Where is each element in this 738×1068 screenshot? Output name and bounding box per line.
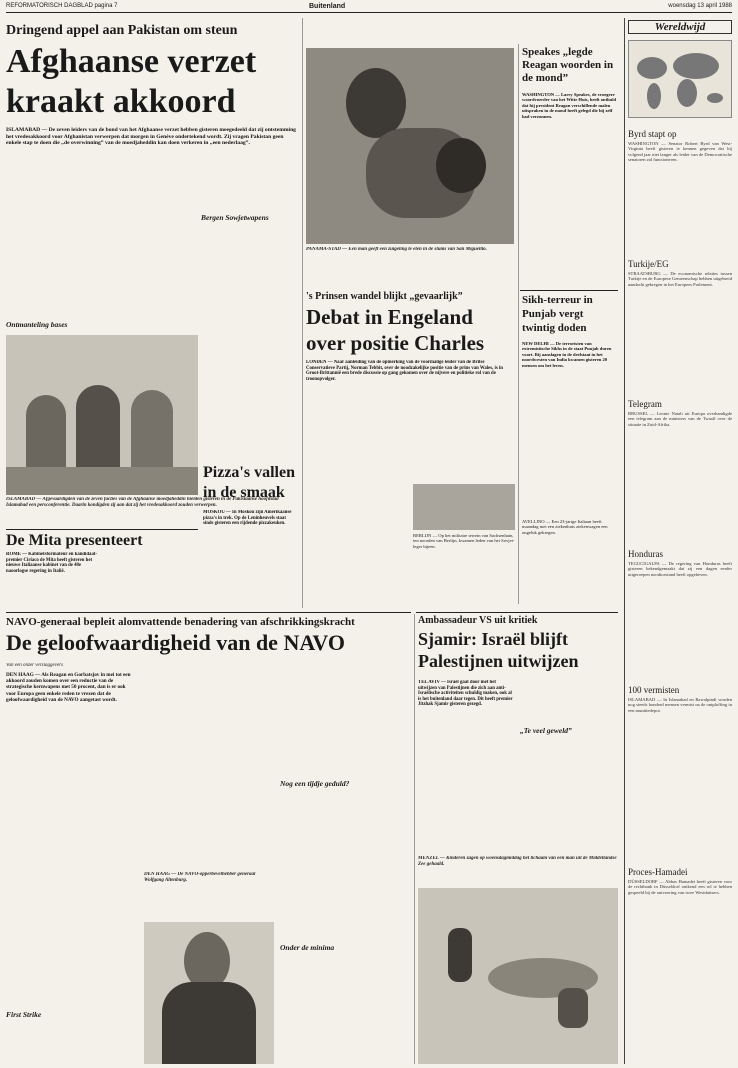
speakes-lead: WASHINGTON — Larry Speakes, de vroegere woordvoerder van het Witte Huis, heeft onthuld dat hij president Reagan verschillende malen uitspraken in de mond heeft gelegd die hij zelf had verzonnen. — [522, 92, 617, 119]
mita-lead: ROME — Kabinetsformateur en kandidaat-premier Ciriaco de Mita heeft gisteren het nieuwe Italiaanse kabinet van de 48e naoorlogse regering in Italië. — [6, 552, 98, 574]
sidebar-item-title-6: Proces-Hamadei — [628, 867, 688, 877]
sjamir-body-col1 — [418, 742, 513, 852]
speakes-headline: Speakes „legde Reagan woorden in de mond” — [522, 46, 614, 84]
nato-body-col3a — [280, 664, 410, 774]
altenburg-photo — [144, 922, 274, 1064]
mita-body — [104, 552, 198, 602]
sjamir-kicker: Ambassadeur VS uit kritiek — [418, 615, 538, 626]
nato-subhead-3: Onder de minima — [280, 943, 335, 952]
pizza-headline: Pizza's vallen in de smaak — [203, 464, 295, 501]
sidebar-item-text-4: TEGUCIGALPA — De regering van Honduras heeft gisteren bekendgemaakt dat zij een dagen eerder uitgeroepen noodtoestand heeft opgeheven. — [628, 561, 732, 577]
afghan-lead: ISLAMABAD — De zeven leiders van de bond van het Afghaanse verzet hebben gisteren meegedeeld dat zij ontstemming het vredesakkoord voor Afghanistan verwerpen dat morgen in Genève ondertekend wordt. Zij vragen Pakistan geen enkele stap te doen die „de overwinning” van de moedjaheddin kan doen verkeren in „een nederlaag”. — [6, 127, 296, 147]
berlijn-photo — [413, 484, 515, 530]
speakes-body — [522, 134, 617, 294]
sikh-lead: NEW DELHI — De terroristen van extremistische Sikhs in de staat Punjab duren voort. Bij aanslagen in de deelstaat in het noordwesten van India kwamen gisteren 20 mensen om het leven. — [522, 341, 612, 368]
nato-body-col1b — [6, 1021, 136, 1063]
nato-photo-caption: DEN HAAG — De NAVO-opperbevelhebber generaal Wolfgang Altenburg. — [144, 872, 256, 883]
nato-kicker: NAVO-generaal bepleit alomvattende benadering van afschrikkingskracht — [6, 616, 355, 628]
section-name: Buitenland — [309, 3, 346, 10]
afghan-kicker: Dringend appel aan Pakistan om steun — [6, 23, 238, 38]
nato-body-col3c — [280, 954, 410, 1064]
panama-photo — [306, 48, 514, 244]
sidebar-item-text-3: BRUSSEL — Leonie Natali uit Europa overhandigde een telegram aan de ministers van de Twaalf over de situatie in Zuid-Afrika. — [628, 411, 732, 427]
sjamir-headline: Sjamir: Israël blijft Palestijnen uitwijzen — [418, 629, 579, 671]
panama-photo-caption: PANAMA-STAD — Een man geeft een zuigeling te eten in de slums van San Miguelito. — [306, 247, 487, 252]
sidebar-item-text-5: ISLAMABAD — In Islamabad en Rawalpindi worden nog steeds honderd mensen vermist na de ontploffing in een munitiedepot. — [628, 697, 732, 713]
sidebar-item-title-4: Honduras — [628, 549, 663, 559]
pizza-body — [203, 553, 297, 603]
sidebar-title: Wereldwijd — [628, 20, 732, 34]
pizza-lead: MOSKOU — In Moskou zijn Amerikaanse pizza's in trek. Op de Leninheuvels staat sinds gisteren een rijdende pizzakeuken. — [203, 510, 292, 527]
afghan-body-col2 — [104, 190, 196, 330]
islamabad-photo — [6, 335, 198, 495]
berlijn-caption: BERLIJN — Op het militaire terrein van Sachsenhain, ten noorden van Berlijn, kwamen leden van het Sovjet-leger bijeen. — [413, 533, 515, 549]
sjamir-subhead: „Te veel geweld” — [520, 726, 572, 735]
nato-body-col2 — [144, 664, 274, 869]
nato-subhead-1: First Strike — [6, 1010, 42, 1019]
avellino-caption: AVELLINO — Een 23-jarige Italiaan heeft maandag met een ziekenhuis ziekenwagen een ongeluk gekregen. — [522, 519, 608, 535]
afghan-headline: Afghaanse verzet kraakt akkoord — [6, 43, 257, 120]
sidebar-item-text-6: DÜSSELDORF — Abbas Hamadei heeft gisteren voor de rechtbank in Düsseldorf ontkend een rol te hebben gespeeld bij de ontvoering van twee Westduitsers. — [628, 879, 732, 895]
charles-body-col1 — [306, 404, 408, 544]
page-header — [6, 3, 732, 13]
nato-subhead-2: Nog een tijdje geduld? — [280, 779, 350, 788]
paper-name: REFORMATORISCH DAGBLAD pagina 7 — [6, 3, 118, 9]
afghan-subhead-2: Bergen Sowjetwapens — [201, 213, 269, 222]
afghan-body-col3a — [201, 190, 297, 212]
menzel-photo — [418, 888, 618, 1064]
sikh-body — [522, 378, 617, 518]
sjamir-body-col2a — [520, 680, 618, 724]
issue-date: woensdag 13 april 1988 — [668, 3, 732, 9]
charles-headline: Debat in Engeland over positie Charles — [306, 305, 485, 355]
sidebar-item-title-5: 100 vermisten — [628, 685, 680, 695]
mita-headline: De Mita presenteert — [6, 532, 143, 549]
sjamir-lead: TEL AVIV — Israël gaat door met het uitwijzen van Palestijnen die zich aan anti-Israëlische activiteiten schuldig maken, ook al is het buitenland daar tegen. Dit heeft premier Jitzhak Sjamir gisteren gezegd. — [418, 680, 513, 708]
world-map — [628, 40, 732, 118]
charles-body-col2 — [413, 404, 515, 479]
islamabad-photo-caption: ISLAMABAD — Afgevaardigden van de zeven facties van de Afghaanse moedjaheddin hielden gisteren in de Pakistaanse hoofdstad Islamabad een persconferentie. Daarin kondigden zij aan dat zij het vredesakkoord zouden verwerpen. — [6, 497, 279, 508]
nato-body-col3b — [280, 790, 410, 940]
nato-lead: DEN HAAG — Als Reagan en Gorbatsjov in mei tot een akkoord zouden komen over een reductie van de strategische kernwapens met 50 procent, dan is er ook voor Europa geen enkele reden te vrezen dat de geloofwaardigheid van de NAVO aangetast wordt. — [6, 672, 131, 703]
nato-body-col1a — [6, 826, 136, 1006]
charles-lead: LONDEN — Naar aanleiding van de opmerking van de voormalige leider van de Britse Conservatieve Partij, Norman Tebbit, over de noodzakelijke positie van de prins van Wales, is in Groot-Brittannië een brede discussie op gang gekomen over de nijvere en politieke rol van de troonopvolger. — [306, 360, 503, 382]
nato-headline: De geloofwaardigheid van de NAVO — [6, 630, 345, 655]
sidebar-item-title-2: Turkije/EG — [628, 259, 669, 269]
afghan-body-col1 — [6, 190, 98, 317]
sidebar-item-text-2: STRAATSBURG — De economische relaties tussen Turkije en de Europese Gemeenschap hebben uitgebreid aandacht gekregen in het Europees Parlement. — [628, 271, 732, 287]
sidebar-item-title-1: Byrd stapt op — [628, 129, 677, 139]
nato-byline: Van een onzer verslaggevers — [6, 663, 64, 668]
sjamir-body-col2b — [520, 737, 618, 852]
sidebar-item-text-1: WASHINGTON — Senator Robert Byrd van West-Virginia heeft gisteren te kennen gegeven dat hij volgend jaar niet langer als leider van de Democratische senatoren zal functioneren. — [628, 141, 732, 163]
afghan-subhead-1: Ontmanteling bases — [6, 320, 68, 329]
sidebar-item-title-3: Telegram — [628, 399, 662, 409]
afghan-body-col3b — [201, 224, 297, 330]
sikh-headline: Sikh-terreur in Punjab vergt twintig doden — [522, 294, 593, 334]
menzel-caption: MENZEL — Kinderen zagen op woensdagmiddag het lichaam van een man uit de Middellandse Zee gehaald. — [418, 856, 617, 867]
charles-kicker: 's Prinsen wandel blijkt „gevaarlijk” — [306, 291, 463, 302]
